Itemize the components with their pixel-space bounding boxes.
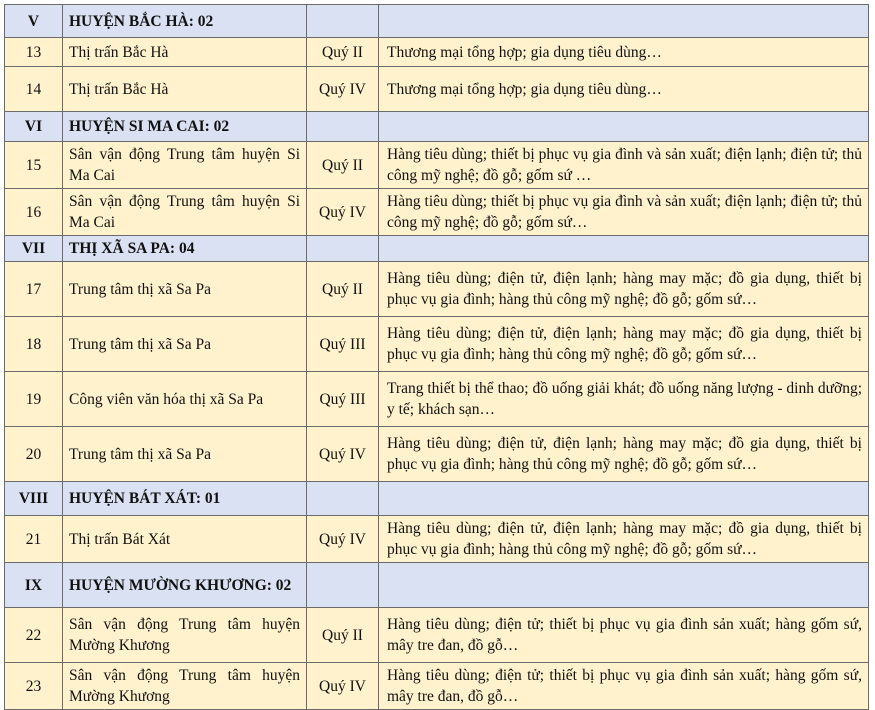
section-row: [5, 236, 869, 262]
location-cell: Thị trấn Bắc Hà: [63, 38, 307, 67]
section-title: HUYỆN BÁT XÁT: 01: [63, 482, 307, 516]
location-cell: Trung tâm thị xã Sa Pa: [63, 262, 307, 317]
location-cell: Sân vận động Trung tâm huyện Si Ma Cai: [63, 142, 307, 189]
section-row: [5, 563, 869, 608]
table-row: [5, 516, 869, 563]
location-cell: Thị trấn Bát Xát: [63, 516, 307, 563]
products-cell: Thương mại tổng hợp; gia dụng tiêu dùng…: [379, 67, 869, 112]
table-row: [5, 608, 869, 663]
section-number: V: [5, 5, 63, 38]
quarter-cell: Quý IV: [307, 427, 379, 482]
section-row: [5, 482, 869, 516]
quarter-cell: Quý IV: [307, 516, 379, 563]
quarter-cell: Quý III: [307, 372, 379, 427]
products-cell: Trang thiết bị thể thao; đồ uống giải khát; đồ uống năng lượng - dinh dưỡng; y tế; khách sạn…: [379, 372, 869, 427]
products-cell: Hàng tiêu dùng; điện tử; thiết bị phục vụ gia đình sản xuất; hàng gốm sứ, mây tre đan, đồ gỗ…: [379, 663, 869, 710]
products-cell: Hàng tiêu dùng; điện tử, điện lạnh; hàng may mặc; đồ gia dụng, thiết bị phục vụ gia đình; hàng thủ công mỹ nghệ; đồ gỗ; gốm sứ…: [379, 516, 869, 563]
empty-cell: [379, 482, 869, 516]
row-number: 17: [5, 262, 63, 317]
table-row: [5, 262, 869, 317]
section-number: VII: [5, 236, 63, 262]
location-cell: Sân vận động Trung tâm huyện Mường Khương: [63, 608, 307, 663]
location-cell: Công viên văn hóa thị xã Sa Pa: [63, 372, 307, 427]
quarter-cell: Quý IV: [307, 67, 379, 112]
empty-cell: [379, 563, 869, 608]
empty-cell: [379, 5, 869, 38]
section-title: HUYỆN BẮC HÀ: 02: [63, 5, 307, 38]
row-number: 19: [5, 372, 63, 427]
table-row: [5, 427, 869, 482]
empty-cell: [307, 563, 379, 608]
table-row: [5, 372, 869, 427]
quarter-cell: Quý II: [307, 142, 379, 189]
section-number: VIII: [5, 482, 63, 516]
location-cell: Thị trấn Bắc Hà: [63, 67, 307, 112]
quarter-cell: Quý III: [307, 317, 379, 372]
empty-cell: [307, 236, 379, 262]
section-row: [5, 112, 869, 142]
table-row: [5, 67, 869, 112]
location-cell: Sân vận động Trung tâm huyện Mường Khương: [63, 663, 307, 710]
empty-cell: [379, 112, 869, 142]
products-cell: Hàng tiêu dùng; điện tử; thiết bị phục vụ gia đình sản xuất; hàng gốm sứ, mây tre đan, đồ gỗ…: [379, 608, 869, 663]
empty-cell: [307, 482, 379, 516]
row-number: 16: [5, 189, 63, 236]
row-number: 15: [5, 142, 63, 189]
quarter-cell: Quý II: [307, 38, 379, 67]
empty-cell: [379, 236, 869, 262]
trade-fair-schedule-table: [4, 4, 869, 710]
section-title: HUYỆN SI MA CAI: 02: [63, 112, 307, 142]
row-number: 18: [5, 317, 63, 372]
section-row: [5, 5, 869, 38]
quarter-cell: Quý II: [307, 262, 379, 317]
products-cell: Hàng tiêu dùng; thiết bị phục vụ gia đình và sản xuất; điện lạnh; điện tử; thủ công mỹ nghệ; đồ gỗ; gốm sứ…: [379, 189, 869, 236]
empty-cell: [307, 5, 379, 38]
table-row: [5, 38, 869, 67]
row-number: 23: [5, 663, 63, 710]
products-cell: Hàng tiêu dùng; điện tử, điện lạnh; hàng may mặc; đồ gia dụng, thiết bị phục vụ gia đình; hàng thủ công mỹ nghệ; đồ gỗ; gốm sứ…: [379, 262, 869, 317]
products-cell: Hàng tiêu dùng; điện tử, điện lạnh; hàng may mặc; đồ gia dụng, thiết bị phục vụ gia đình; hàng thủ công mỹ nghệ; đồ gỗ; gốm sứ…: [379, 427, 869, 482]
products-cell: Hàng tiêu dùng; thiết bị phục vụ gia đình và sản xuất; điện lạnh; điện tử; thủ công mỹ nghệ; đồ gỗ; gốm sứ …: [379, 142, 869, 189]
location-cell: Trung tâm thị xã Sa Pa: [63, 427, 307, 482]
document-table-wrapper: [4, 4, 869, 710]
table-row: [5, 142, 869, 189]
section-number: IX: [5, 563, 63, 608]
section-number: VI: [5, 112, 63, 142]
products-cell: Thương mại tổng hợp; gia dụng tiêu dùng…: [379, 38, 869, 67]
quarter-cell: Quý IV: [307, 663, 379, 710]
row-number: 14: [5, 67, 63, 112]
section-title: HUYỆN MƯỜNG KHƯƠNG: 02: [63, 563, 307, 608]
quarter-cell: Quý II: [307, 608, 379, 663]
table-row: [5, 317, 869, 372]
empty-cell: [307, 112, 379, 142]
table-row: [5, 189, 869, 236]
row-number: 13: [5, 38, 63, 67]
products-cell: Hàng tiêu dùng; điện tử, điện lạnh; hàng may mặc; đồ gia dụng, thiết bị phục vụ gia đình; hàng thủ công mỹ nghệ; đồ gỗ; gốm sứ…: [379, 317, 869, 372]
quarter-cell: Quý IV: [307, 189, 379, 236]
table-row: [5, 663, 869, 710]
location-cell: Trung tâm thị xã Sa Pa: [63, 317, 307, 372]
section-title: THỊ XÃ SA PA: 04: [63, 236, 307, 262]
row-number: 20: [5, 427, 63, 482]
row-number: 22: [5, 608, 63, 663]
row-number: 21: [5, 516, 63, 563]
location-cell: Sân vận động Trung tâm huyện Si Ma Cai: [63, 189, 307, 236]
